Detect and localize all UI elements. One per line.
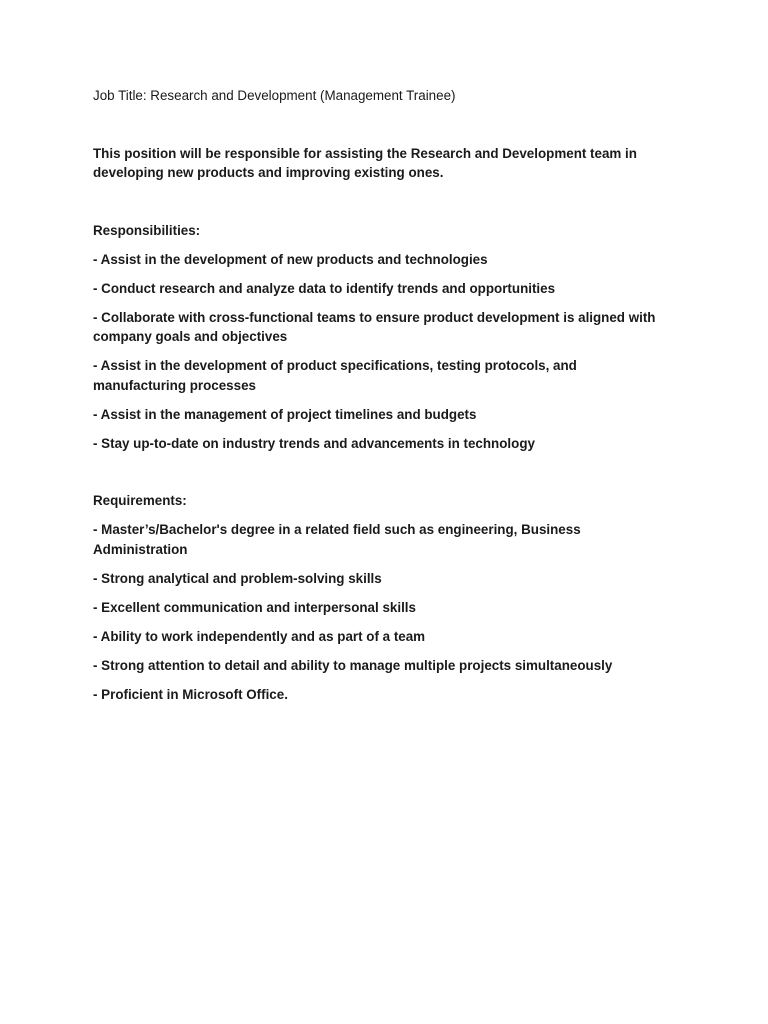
responsibilities-list <box>93 250 673 454</box>
responsibility-item: - Collaborate with cross-functional teams to ensure product development is aligned with company goals and objectives <box>93 309 656 344</box>
requirement-item: - Ability to work independently and as part of a team <box>93 628 426 644</box>
responsibility-item: - Stay up-to-date on industry trends and advancements in technology <box>93 435 535 451</box>
job-title: Job Title: Research and Development (Management Trainee) <box>93 88 456 103</box>
responsibility-item: - Conduct research and analyze data to identify trends and opportunities <box>93 280 556 296</box>
requirement-item: - Master’s/Bachelor's degree in a related field such as engineering, Business Administration <box>93 522 581 557</box>
requirement-item: - Strong analytical and problem-solving skills <box>93 570 382 586</box>
document-body <box>93 86 673 704</box>
intro-paragraph: This position will be responsible for assisting the Research and Development team in developing new products and improving existing ones. <box>93 145 637 180</box>
requirements-heading: Requirements: <box>93 493 187 508</box>
requirement-item: - Excellent communication and interpersonal skills <box>93 599 416 615</box>
responsibility-item: - Assist in the development of product specifications, testing protocols, and manufacturing processes <box>93 358 577 393</box>
requirement-item: - Strong attention to detail and ability to manage multiple projects simultaneously <box>93 657 613 673</box>
responsibilities-heading: Responsibilities: <box>93 222 201 238</box>
responsibility-item: - Assist in the management of project timelines and budgets <box>93 406 477 422</box>
requirements-list <box>93 520 673 704</box>
requirement-item: - Proficient in Microsoft Office. <box>93 686 288 702</box>
responsibility-item: - Assist in the development of new products and technologies <box>93 251 488 267</box>
